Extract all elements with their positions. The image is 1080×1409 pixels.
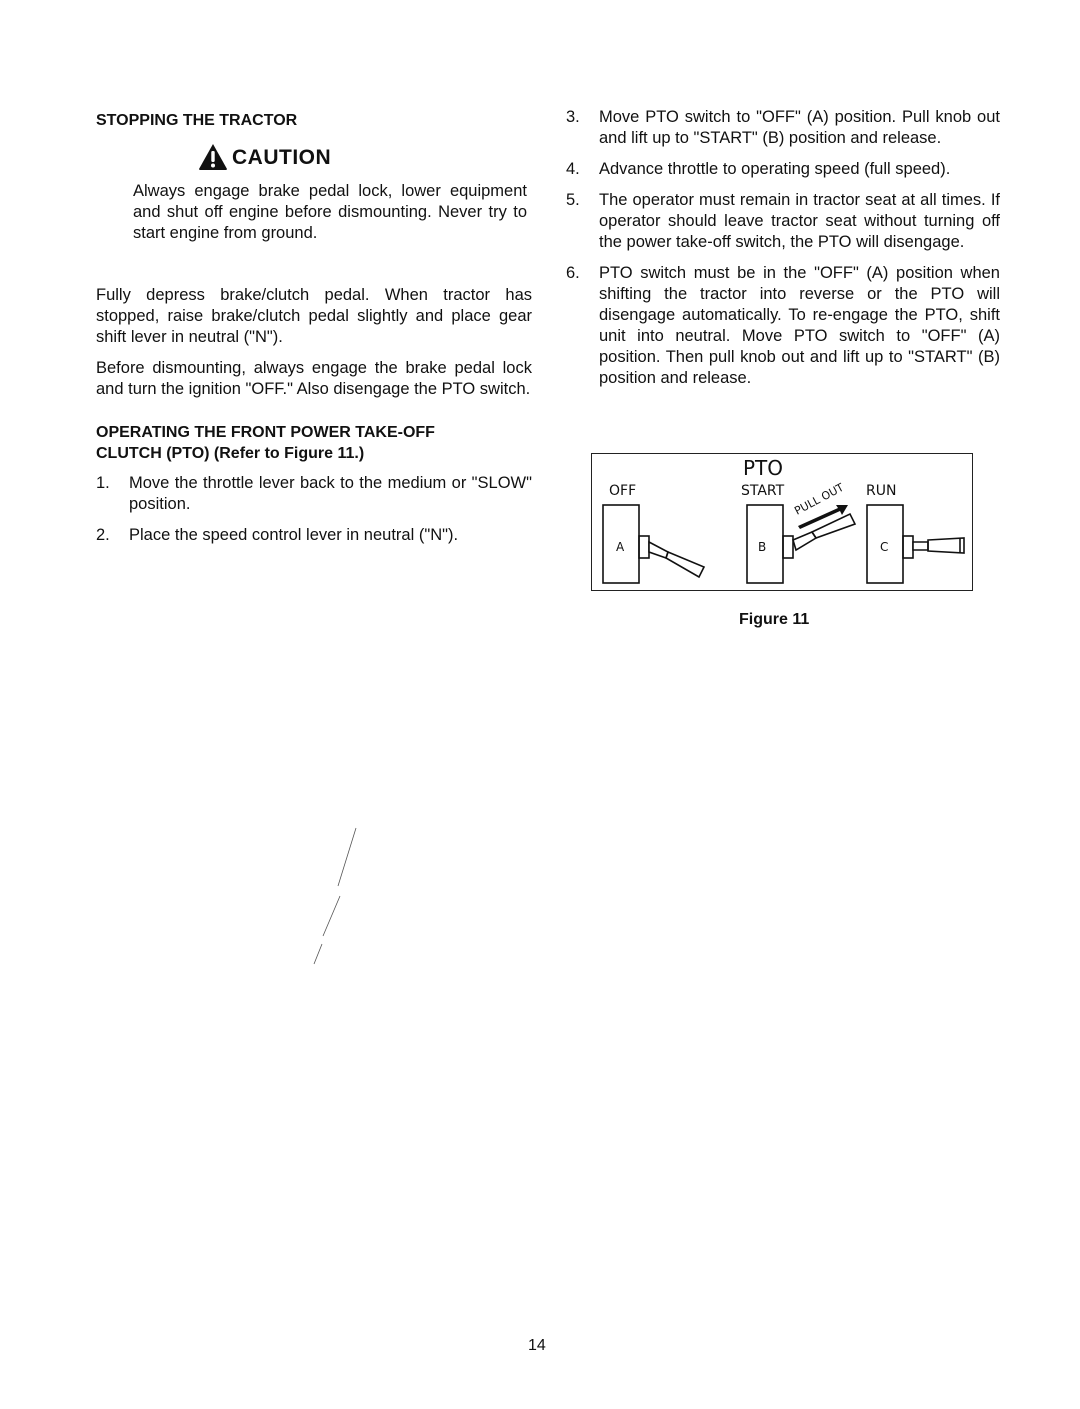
step-number: 3. (566, 108, 580, 126)
pto-figure (591, 453, 973, 591)
section-heading-pto-line2: CLUTCH (PTO) (Refer to Figure 11.) (96, 445, 365, 462)
page-number: 14 (528, 1337, 546, 1354)
switch-a-label: A (616, 540, 625, 554)
section-heading-pto-line1: OPERATING THE FRONT POWER TAKE-OFF (96, 424, 435, 441)
step-text: The operator must remain in tractor seat at all times. If operator should leave tractor seat without turning off the power take-off switch, the PTO will disengage. (599, 191, 1000, 251)
start-label: START (741, 483, 785, 499)
paragraph-dismounting: Before dismounting, always engage the brake pedal lock and turn the ignition "OFF." Also disengage the PTO switch. (96, 359, 532, 398)
caution-text: Always engage brake pedal lock, lower equipment and shut off engine before dismounting. Never try to start engine from ground. (133, 182, 527, 242)
off-label: OFF (609, 483, 637, 499)
steps-list-left (96, 473, 532, 546)
pto-title: PTO (743, 456, 784, 480)
step-text: PTO switch must be in the "OFF" (A) position when shifting the tractor into reverse or the PTO will disengage automatically. To re-engage the PTO, shift unit into neutral. Move PTO switch to "OFF" (A) position. Then pull knob out and lift up to "START" (B) position and release. (599, 264, 1000, 387)
section-heading-pto (96, 422, 532, 464)
list-item (96, 525, 532, 546)
list-item (566, 190, 1000, 253)
switch-c-label: C (880, 540, 889, 554)
scan-pencil-mark (308, 826, 358, 966)
right-column (566, 107, 1000, 399)
pto-switch-diagram (592, 454, 971, 589)
step-number: 4. (566, 160, 580, 178)
list-item (566, 263, 1000, 389)
switch-b-label: B (758, 540, 767, 554)
warning-triangle-icon (198, 143, 228, 171)
step-number: 1. (96, 474, 110, 492)
paragraph-depress-pedal: Fully depress brake/clutch pedal. When tractor has stopped, raise brake/clutch pedal slightly and place gear shift lever in neutral ("N"). (96, 286, 532, 346)
step-number: 2. (96, 526, 110, 544)
caution-label: CAUTION (232, 145, 332, 169)
figure-caption: Figure 11 (739, 611, 810, 628)
step-text: Move PTO switch to "OFF" (A) position. Pull knob out and lift up to "START" (B) position and release. (599, 108, 1000, 147)
section-heading-stopping: STOPPING THE TRACTOR (96, 112, 298, 129)
list-item (566, 107, 1000, 149)
step-number: 6. (566, 264, 580, 282)
caution-banner (198, 143, 532, 171)
list-item (566, 159, 1000, 180)
step-text: Place the speed control lever in neutral ("N"). (129, 526, 459, 544)
left-column (96, 110, 532, 556)
list-item (96, 473, 532, 515)
step-text: Move the throttle lever back to the medium or "SLOW" position. (129, 474, 532, 513)
step-number: 5. (566, 191, 580, 209)
run-label: RUN (866, 483, 897, 499)
step-text: Advance throttle to operating speed (full speed). (599, 160, 951, 178)
pull-out-label: PULL OUT (792, 480, 846, 518)
